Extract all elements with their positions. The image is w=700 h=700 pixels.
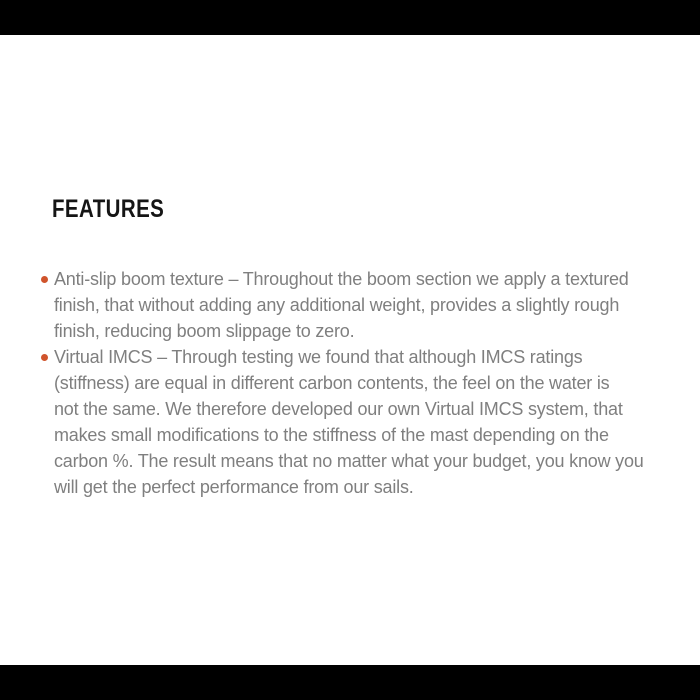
feature-text-line: finish, that without adding any additional weight, provides a slightly rough bbox=[54, 295, 620, 315]
top-letterbox-bar bbox=[0, 0, 700, 35]
bottom-letterbox-bar bbox=[0, 665, 700, 700]
feature-text-line: carbon %. The result means that no matter what your budget, you know you bbox=[54, 451, 644, 471]
bullet-icon bbox=[41, 354, 48, 361]
feature-text-line: (stiffness) are equal in different carbon contents, the feel on the water is bbox=[54, 373, 610, 393]
feature-text-line: makes small modifications to the stiffness of the mast depending on the bbox=[54, 425, 609, 445]
feature-text-line: will get the perfect performance from our sails. bbox=[54, 477, 414, 497]
bullet-icon bbox=[41, 276, 48, 283]
feature-text-line: Anti-slip boom texture – Throughout the boom section we apply a textured bbox=[54, 269, 629, 289]
features-list bbox=[41, 266, 673, 500]
feature-text-line: finish, reducing boom slippage to zero. bbox=[54, 321, 355, 341]
feature-text-line: not the same. We therefore developed our own Virtual IMCS system, that bbox=[54, 399, 623, 419]
list-item bbox=[41, 266, 673, 344]
page-title: FEATURES bbox=[52, 195, 165, 223]
list-item bbox=[41, 344, 673, 500]
feature-text-line: Virtual IMCS – Through testing we found that although IMCS ratings bbox=[54, 347, 583, 367]
